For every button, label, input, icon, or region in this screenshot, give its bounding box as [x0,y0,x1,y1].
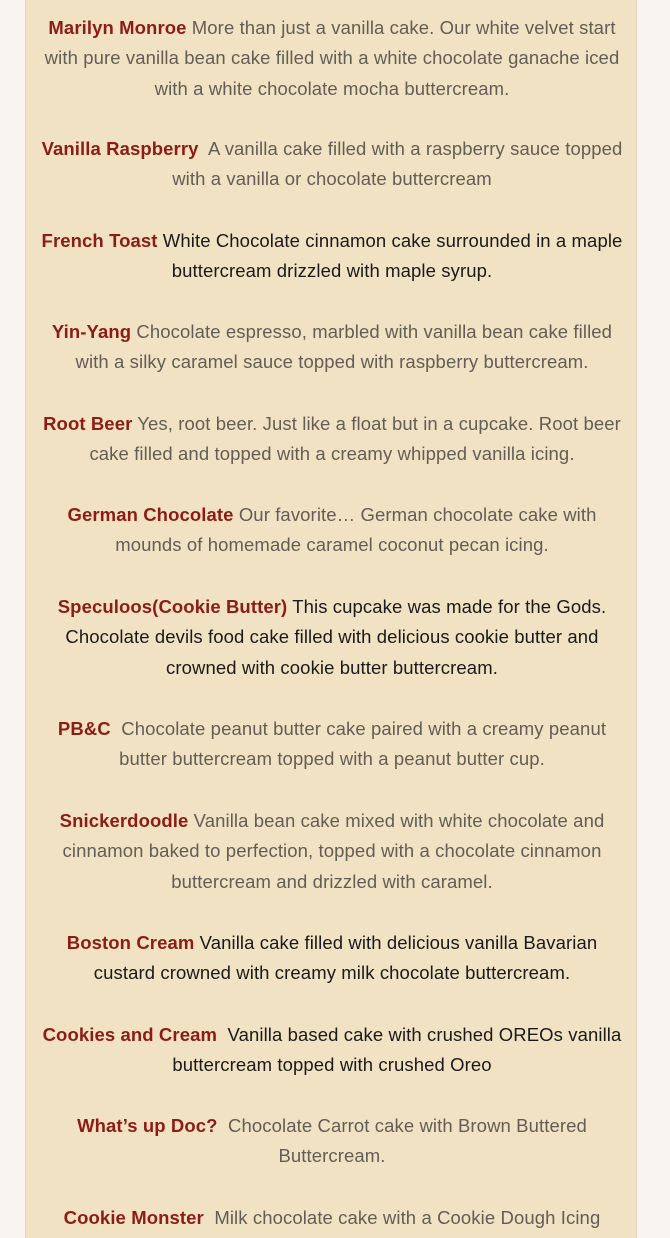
item-description: Vanilla cake filled with delicious vanilla Bavarian custard crowned with creamy milk chocolate buttercream. [93,931,598,984]
item-name: Speculoos(Cookie Butter) [57,595,288,617]
menu-item-boston-cream [38,928,626,989]
item-description: A vanilla cake filled with a raspberry sauce topped with a vanilla or chocolate buttercream [172,137,623,190]
menu-item-whats-up-doc [38,1111,626,1172]
menu-item-cookies-and-cream [38,1020,626,1081]
item-name: Boston Cream [66,931,195,953]
item-name: What’s up Doc? [77,1114,218,1136]
item-description: This cupcake was made for the Gods. Chocolate devils food cake filled with delicious cookie butter and crowned with cookie butter buttercream. [65,595,607,678]
item-name: Root Beer [43,412,133,434]
item-name: Yin-Yang [51,320,132,342]
item-description: White Chocolate cinnamon cake surrounded in a maple buttercream drizzled with maple syrup. [162,229,623,282]
menu-item-root-beer [38,409,626,470]
item-description: Yes, root beer. Just like a float but in a cupcake. Root beer cake filled and topped with a creamy whipped vanilla icing. [89,412,621,465]
item-name: Snickerdoodle [59,809,189,831]
menu-item-snickerdoodle [38,806,626,898]
menu-item-french-toast [38,226,626,287]
menu-panel [25,0,637,1238]
item-name: French Toast [41,229,158,251]
item-name: Marilyn Monroe [48,16,187,38]
item-description: Our favorite… German chocolate cake with mounds of homemade caramel coconut pecan icing. [115,503,597,556]
item-name: Cookie Monster [63,1206,204,1228]
menu-item-cookie-monster [38,1203,626,1234]
menu-item-pb-and-c [38,714,626,775]
item-description: Chocolate espresso, marbled with vanilla bean cake filled with a silky caramel sauce topped with raspberry buttercream. [75,320,613,373]
item-name: German Chocolate [67,503,234,525]
menu-item-speculoos [38,592,626,684]
item-description: Chocolate peanut butter cake paired with a creamy peanut butter buttercream topped with a peanut butter cup. [119,717,607,770]
menu-item-marilyn-monroe [38,13,626,105]
menu-item-yin-yang [38,317,626,378]
menu-item-german-chocolate [38,500,626,561]
item-description: Milk chocolate cake with a Cookie Dough Icing [214,1206,601,1228]
item-name: Cookies and Cream [42,1023,218,1045]
item-name: PB&C [57,717,111,739]
item-description: More than just a vanilla cake. Our white velvet start with pure vanilla bean cake filled with a white chocolate ganache iced with a white chocolate mocha buttercream. [44,16,620,99]
menu-item-vanilla-raspberry [38,134,626,195]
item-description: Chocolate Carrot cake with Brown Buttered Buttercream. [228,1114,587,1167]
item-name: Vanilla Raspberry [41,137,199,159]
item-description: Vanilla based cake with crushed OREOs vanilla buttercream topped with crushed Oreo [172,1023,622,1076]
item-description: Vanilla bean cake mixed with white chocolate and cinnamon baked to perfection, topped with a chocolate cinnamon buttercream and drizzled with caramel. [62,809,605,892]
